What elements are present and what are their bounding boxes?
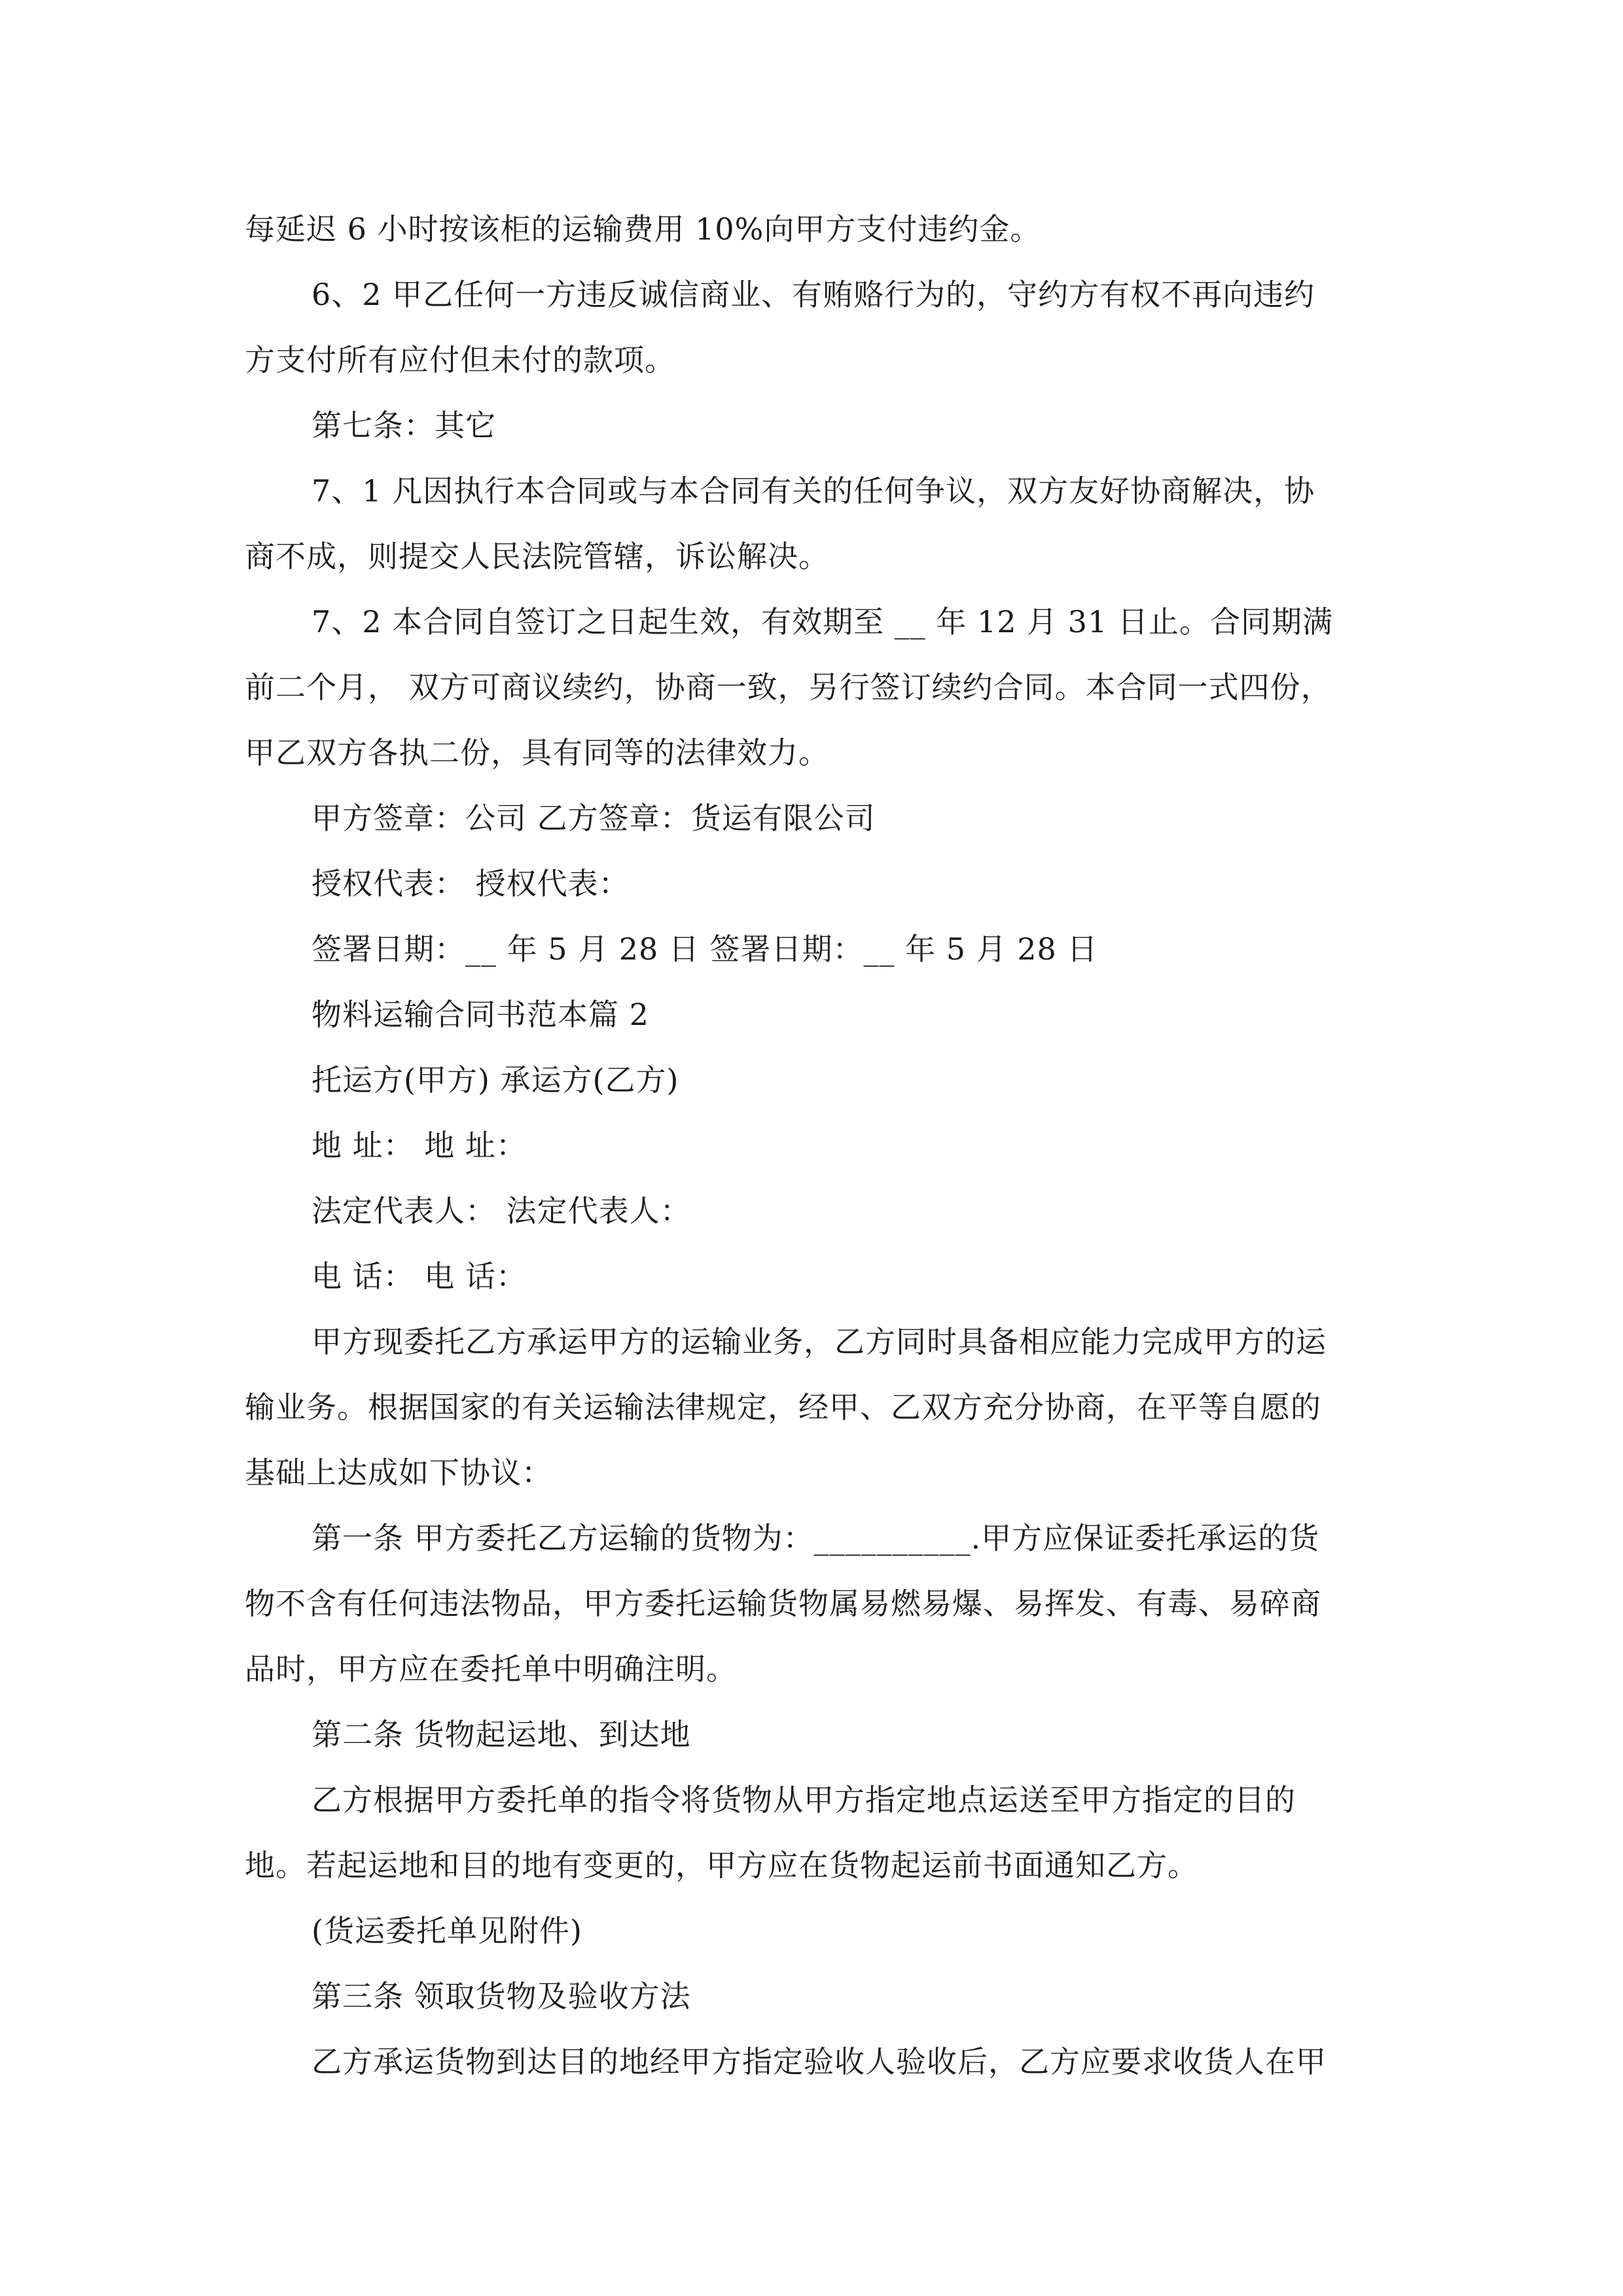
text-line: 乙方根据甲方委托单的指令将货物从甲方指定地点运送至甲方指定的目的 (312, 1782, 1296, 1818)
text-line: 授权代表： 授权代表： (312, 866, 630, 901)
document-body (245, 196, 1383, 2094)
text-line: 7、2 本合同自签订之日起生效，有效期至 __ 年 12 月 31 日止。合同期满 (312, 604, 1333, 639)
text-line: 物料运输合同书范本篇 2 (312, 997, 649, 1032)
text-line: (货运委托单见附件) (312, 1913, 582, 1948)
text-line: 物不含有任何违法物品，甲方委托运输货物属易燃易爆、易挥发、有毒、易碎商 (245, 1586, 1321, 1621)
text-line: 第二条 货物起运地、到达地 (312, 1717, 691, 1752)
text-line: 甲乙双方各执二份，具有同等的法律效力。 (245, 735, 829, 770)
text-line: 基础上达成如下协议： (245, 1455, 552, 1490)
text-line: 电 话： 电 话： (312, 1259, 527, 1294)
text-line: 品时，甲方应在委托单中明确注明。 (245, 1651, 737, 1687)
text-line: 每延迟 6 小时按该柜的运输费用 10%向甲方支付违约金。 (245, 211, 1041, 247)
text-line: 第七条：其它 (312, 408, 496, 443)
text-line: 乙方承运货物到达目的地经甲方指定验收人验收后，乙方应要求收货人在甲 (312, 2044, 1327, 2079)
text-line: 第一条 甲方委托乙方运输的货物为：__________.甲方应保证委托承运的货 (312, 1520, 1320, 1556)
text-line: 6、2 甲乙任何一方违反诚信商业、有贿赂行为的，守约方有权不再向违约 (312, 277, 1315, 312)
text-line: 地。若起运地和目的地有变更的，甲方应在货物起运前书面通知乙方。 (245, 1848, 1198, 1883)
text-line: 法定代表人： 法定代表人： (312, 1193, 691, 1229)
text-line: 前二个月， 双方可商议续约，协商一致，另行签订续约合同。本合同一式四份， (245, 670, 1332, 705)
text-line: 商不成，则提交人民法院管辖，诉讼解决。 (245, 539, 829, 574)
text-line: 托运方(甲方) 承运方(乙方) (312, 1062, 679, 1098)
text-line: 甲方现委托乙方承运甲方的运输业务，乙方同时具备相应能力完成甲方的运 (312, 1324, 1327, 1359)
text-line: 输业务。根据国家的有关运输法律规定，经甲、乙双方充分协商，在平等自愿的 (245, 1390, 1321, 1425)
text-line: 甲方签章：公司 乙方签章：货运有限公司 (312, 800, 876, 836)
text-line: 7、1 凡因执行本合同或与本合同有关的任何争议，双方友好协商解决，协 (312, 473, 1315, 509)
text-line: 方支付所有应付但未付的款项。 (245, 342, 675, 378)
text-line: 签署日期：__ 年 5 月 28 日 签署日期：__ 年 5 月 28 日 (312, 931, 1098, 967)
text-line: 第三条 领取货物及验收方法 (312, 1979, 691, 2014)
text-line: 地 址： 地 址： (312, 1128, 527, 1163)
